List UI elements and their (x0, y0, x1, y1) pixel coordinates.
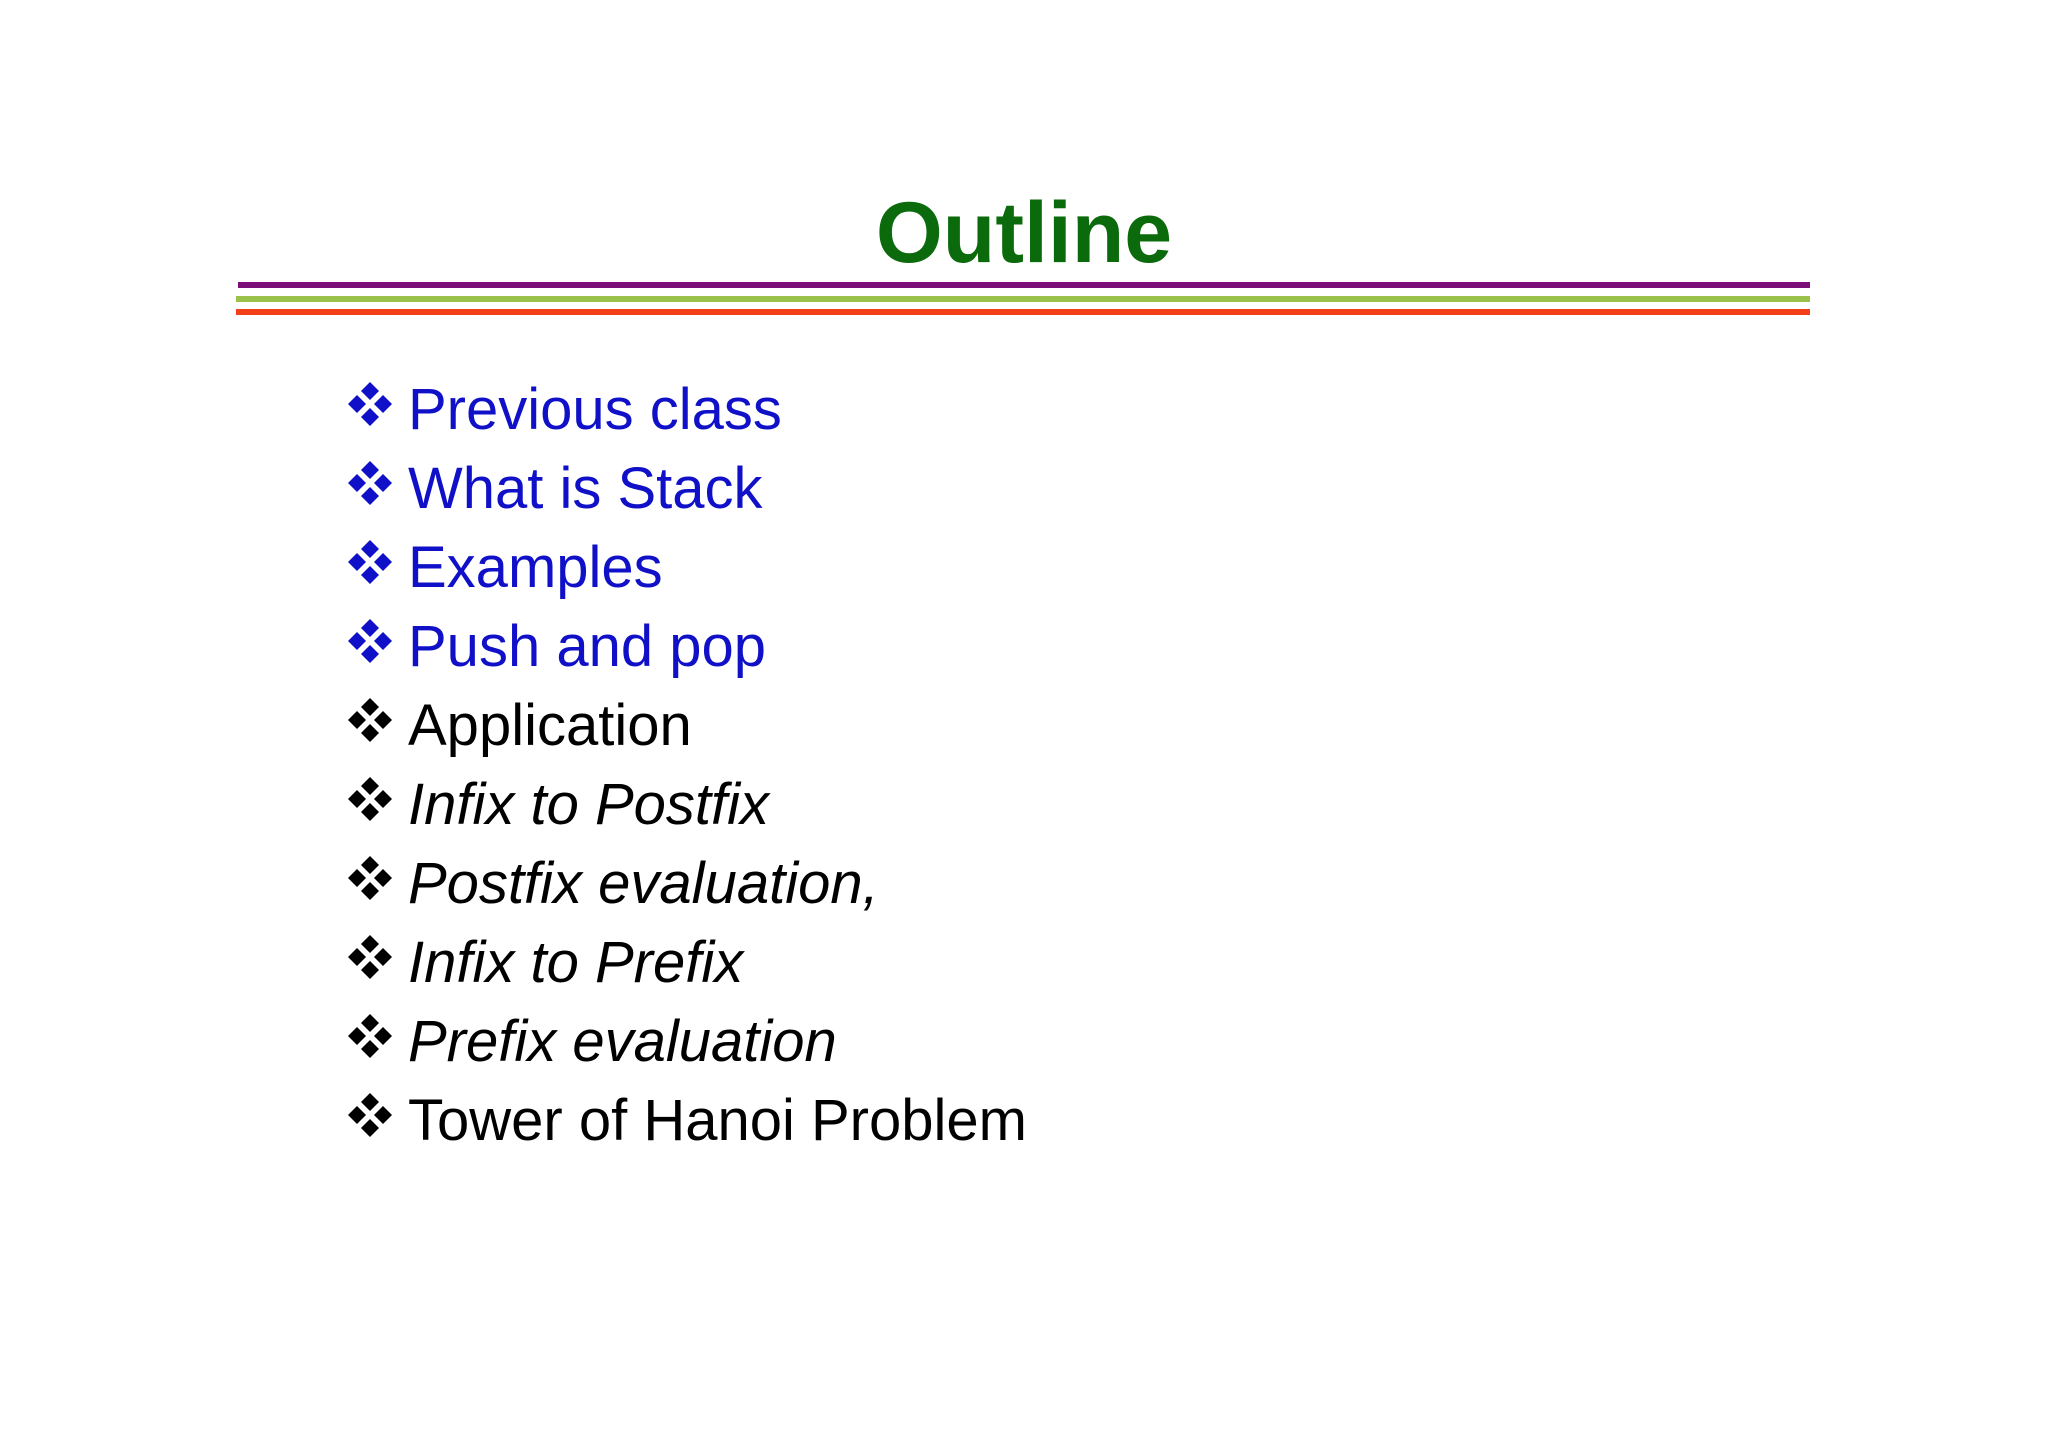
outline-item-label: Infix to Prefix (408, 930, 744, 995)
diamond-bullet-icon (346, 459, 394, 507)
outline-item-label: Previous class (408, 377, 782, 442)
divider-rule-orange (236, 309, 1810, 315)
outline-item (346, 923, 1027, 1002)
outline-item-label: Infix to Postfix (408, 772, 770, 837)
outline-item-label: Prefix evaluation (408, 1009, 837, 1074)
outline-item-label: Examples (408, 535, 663, 600)
outline-list (346, 370, 1027, 1160)
diamond-bullet-icon (346, 617, 394, 665)
outline-item-label: Postfix evaluation, (408, 851, 879, 916)
outline-item (346, 528, 1027, 607)
diamond-bullet-icon (346, 696, 394, 744)
outline-item-label: Push and pop (408, 614, 766, 679)
diamond-bullet-icon (346, 380, 394, 428)
diamond-bullet-icon (346, 1091, 394, 1139)
diamond-bullet-icon (346, 775, 394, 823)
diamond-bullet-icon (346, 854, 394, 902)
outline-item (346, 607, 1027, 686)
diamond-bullet-icon (346, 1012, 394, 1060)
outline-item (346, 765, 1027, 844)
outline-item (346, 686, 1027, 765)
outline-item (346, 1081, 1027, 1160)
outline-item (346, 449, 1027, 528)
diamond-bullet-icon (346, 933, 394, 981)
diamond-bullet-icon (346, 538, 394, 586)
outline-item (346, 370, 1027, 449)
slide-title: Outline (875, 185, 1173, 281)
outline-item (346, 844, 1027, 923)
outline-item (346, 1002, 1027, 1081)
divider-rule-green (236, 296, 1810, 302)
divider-rule-purple (238, 282, 1810, 288)
outline-item-label: Tower of Hanoi Problem (408, 1088, 1027, 1153)
outline-item-label: Application (408, 693, 692, 758)
outline-item-label: What is Stack (408, 456, 763, 521)
